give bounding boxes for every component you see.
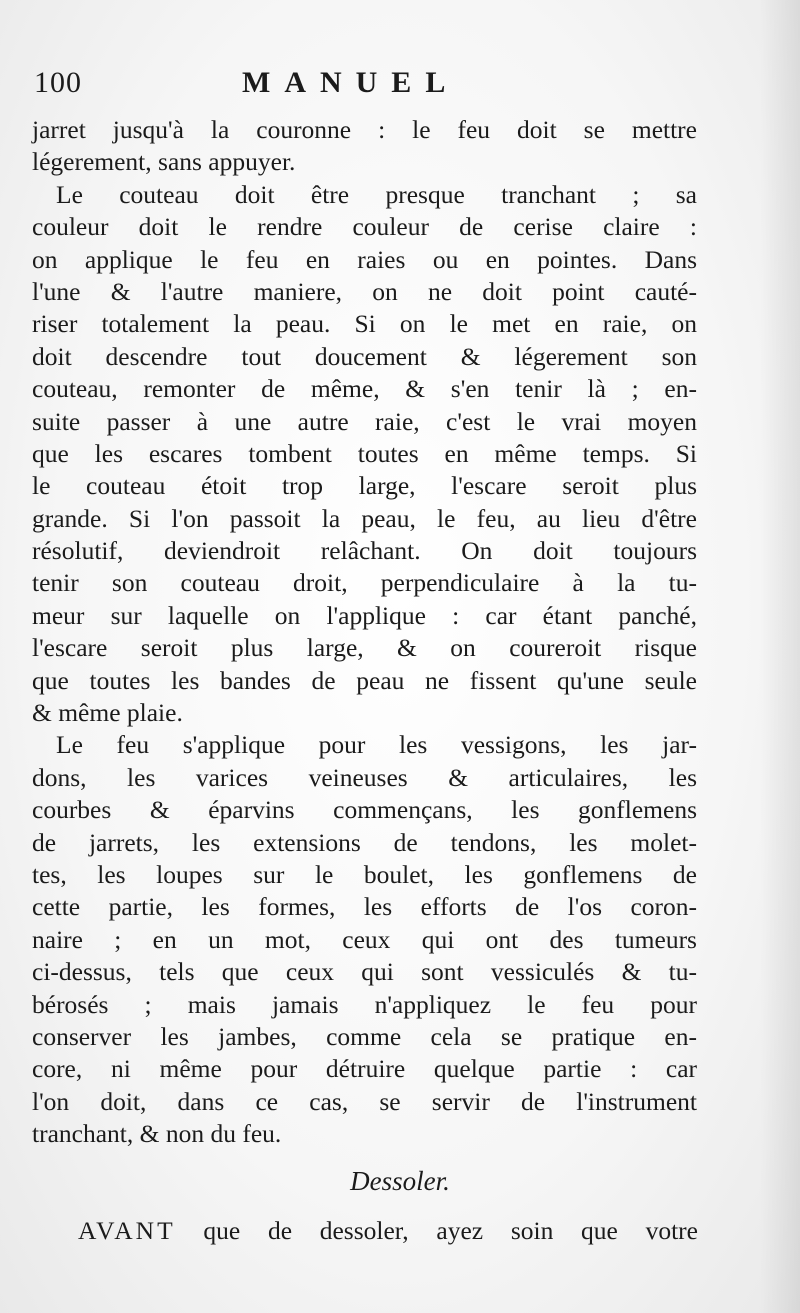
text-line: conserver les jambes, comme cela se pratique en-: [32, 1021, 697, 1051]
text-line: résolutif, deviendroit relâchant. On doit toujours: [32, 536, 697, 566]
text-line: jarret jusqu'à la couronne : le feu doit se mettre: [32, 115, 697, 144]
text-line: de jarrets, les extensions de tendons, les molet-: [32, 827, 697, 857]
text-line: l'escare seroit plus large, & on coureroit risque: [32, 633, 697, 663]
text-line: on applique le feu en raies ou en pointes. Dans: [32, 244, 697, 274]
text-line: tenir son couteau droit, perpendiculaire à la tu-: [32, 568, 697, 598]
text-line: & même plaie.: [32, 698, 183, 728]
text-line: que les escares tombent toutes en même temps. Si: [32, 438, 697, 468]
text-line: core, ni même pour détruire quelque partie : car: [32, 1054, 697, 1084]
text-line: Le feu s'applique pour les vessigons, les jar-: [56, 730, 697, 760]
text-line: grande. Si l'on passoit la peau, le feu, au lieu d'être: [32, 503, 697, 533]
text-line: légerement, sans appuyer.: [32, 147, 296, 177]
text-line: que toutes les bandes de peau ne fissent qu'une seule: [32, 665, 697, 695]
text-line: doit descendre tout doucement & légerement son: [32, 341, 697, 371]
text-line: suite passer à une autre raie, c'est le vrai moyen: [32, 406, 697, 436]
running-title: MANUEL: [242, 66, 460, 99]
final-line-rest: que de dessoler, ayez soin que votre: [175, 1216, 698, 1245]
page-edge-shadow: [760, 0, 800, 1313]
text-line: meur sur laquelle on l'applique : car étant panché,: [32, 600, 697, 630]
text-line: tes, les loupes sur le boulet, les gonflemens de: [32, 859, 697, 889]
text-line: le couteau étoit trop large, l'escare seroit plus: [32, 471, 697, 501]
final-line-first-word: AVANT: [78, 1216, 176, 1245]
text-line: l'une & l'autre maniere, on ne doit point cauté-: [32, 276, 697, 306]
text-line: bérosés ; mais jamais n'appliquez le feu pour: [32, 989, 697, 1019]
text-line: couleur doit le rendre couleur de cerise claire :: [32, 212, 697, 242]
text-line: riser totalement la peau. Si on le met en raie, on: [32, 309, 697, 339]
text-line: cette partie, les formes, les efforts de l'os coron-: [32, 892, 697, 922]
text-line: courbes & éparvins commençans, les gonflemens: [32, 795, 697, 825]
text-line: Le couteau doit être presque tranchant ; sa: [56, 179, 697, 209]
text-line: l'on doit, dans ce cas, se servir de l'instrument: [32, 1086, 697, 1116]
text-line: ci-dessus, tels que ceux qui sont vessiculés & tu-: [32, 957, 697, 987]
page-header: [34, 66, 734, 110]
body-text: [32, 114, 697, 1151]
text-line-final: [78, 1214, 698, 1248]
page-number: 100: [34, 66, 82, 99]
section-heading: Dessoler.: [350, 1166, 450, 1196]
text-line: dons, les varices veineuses & articulaires, les: [32, 762, 697, 792]
text-line: tranchant, & non du feu.: [32, 1119, 282, 1149]
text-line: naire ; en un mot, ceux qui ont des tumeurs: [32, 924, 697, 954]
text-line: couteau, remonter de même, & s'en tenir là ; en-: [32, 374, 697, 404]
